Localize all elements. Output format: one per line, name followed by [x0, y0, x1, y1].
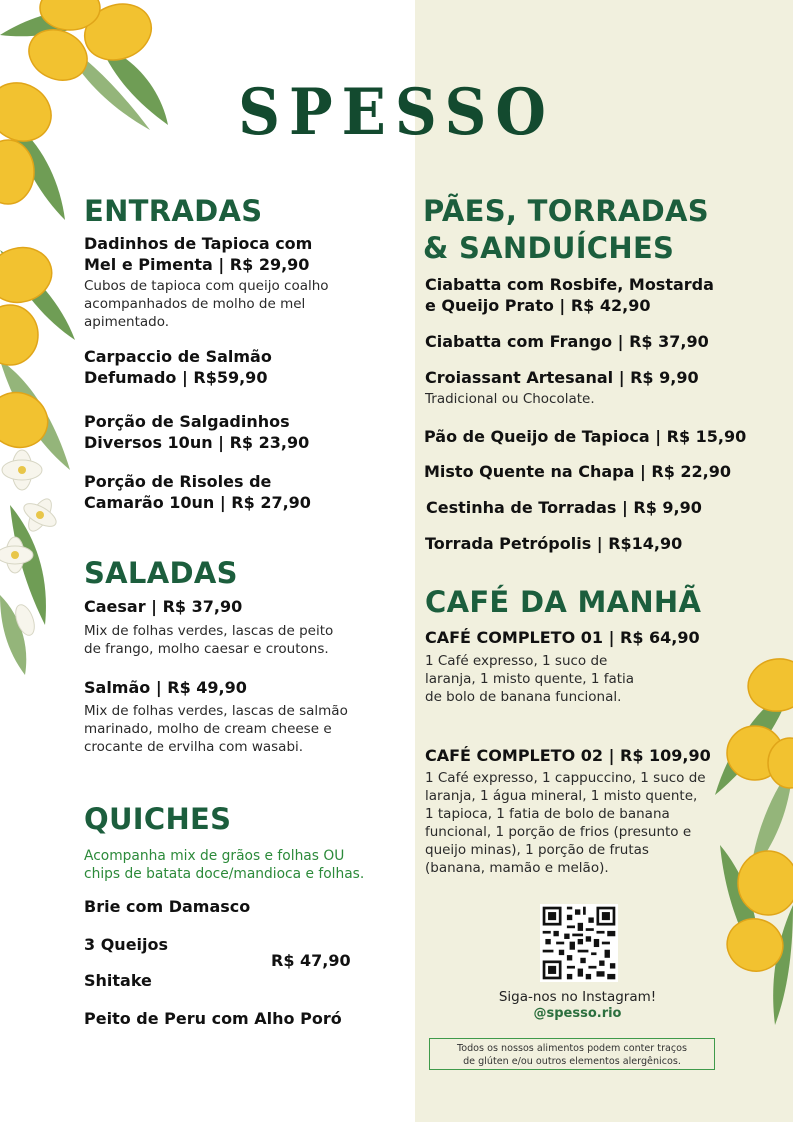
- entradas-item-description: Cubos de tapioca com queijo coalho acompanhados de molho de mel apimentado.: [84, 278, 329, 330]
- saladas-item-name: Caesar | R$ 37,90: [84, 597, 243, 616]
- paes-item-name: Ciabatta com Frango | R$ 37,90: [425, 332, 709, 351]
- paes-item-name: Pão de Queijo de Tapioca | R$ 15,90: [424, 427, 747, 446]
- quiche-flavor: Shitake: [84, 971, 152, 990]
- entradas-item-name: Dadinhos de Tapioca com Mel e Pimenta | R$ 29,90: [84, 234, 313, 274]
- saladas-item-description: Mix de folhas verdes, lascas de peito de frango, molho caesar e croutons.: [84, 623, 334, 657]
- entradas-heading: ENTRADAS: [84, 194, 263, 228]
- cafe-item-name: CAFÉ COMPLETO 02 | R$ 109,90: [425, 746, 711, 765]
- entradas-item-name: Carpaccio de Salmão Defumado | R$59,90: [84, 347, 272, 387]
- paes-item-name: Ciabatta com Rosbife, Mostarda e Queijo Prato | R$ 42,90: [425, 275, 714, 315]
- saladas-item-description: Mix de folhas verdes, lascas de salmão marinado, molho de cream cheese e crocante de ervilha com wasabi.: [84, 703, 348, 755]
- paes-heading: PÃES, TORRADAS & SANDUÍCHES: [423, 194, 709, 265]
- allergen-disclaimer: Todos os nossos alimentos podem conter traços de glúten e/ou outros elementos alergênicos.: [429, 1038, 715, 1070]
- entradas-item-name: Porção de Risoles de Camarão 10un | R$ 27,90: [84, 472, 311, 512]
- paes-item-name: Croiassant Artesanal | R$ 9,90: [425, 368, 699, 387]
- saladas-heading: SALADAS: [84, 556, 238, 590]
- quiche-flavor: 3 Queijos: [84, 935, 169, 954]
- instagram-handle[interactable]: @spesso.rio: [533, 1006, 622, 1021]
- quiche-flavor: Peito de Peru com Alho Poró: [84, 1009, 342, 1028]
- quiche-flavor: Brie com Damasco: [84, 897, 251, 916]
- cafe-item-description: 1 Café expresso, 1 cappuccino, 1 suco de laranja, 1 água mineral, 1 misto quente, 1 tapioca, 1 fatia de bolo de banana funcional, 1 porção de frios (presunto e queijo minas), 1 porção de frutas (banana, mamão e melão).: [425, 770, 706, 876]
- instagram-follow-text: Siga-nos no Instagram!: [498, 989, 657, 1005]
- white-flowers-left-icon: [0, 445, 70, 675]
- quiches-heading: QUICHES: [84, 802, 232, 836]
- paes-item-name: Misto Quente na Chapa | R$ 22,90: [424, 462, 731, 481]
- entradas-item-name: Porção de Salgadinhos Diversos 10un | R$ 23,90: [84, 412, 310, 452]
- cafe-heading: CAFÉ DA MANHÃ: [425, 585, 702, 619]
- cafe-item-name: CAFÉ COMPLETO 01 | R$ 64,90: [425, 628, 700, 647]
- cafe-item-description: 1 Café expresso, 1 suco de laranja, 1 misto quente, 1 fatia de bolo de banana funcional.: [425, 653, 635, 705]
- paes-item-name: Torrada Petrópolis | R$14,90: [425, 534, 683, 553]
- paes-item-description: Tradicional ou Chocolate.: [425, 391, 595, 407]
- instagram-qr-code-icon[interactable]: [540, 904, 618, 982]
- brand-logo: SPESSO: [238, 74, 555, 150]
- quiches-side-note: Acompanha mix de grãos e folhas OU chips de batata doce/mandioca e folhas.: [84, 848, 365, 882]
- quiches-price: R$ 47,90: [271, 951, 351, 970]
- saladas-item-name: Salmão | R$ 49,90: [84, 678, 247, 697]
- paes-item-name: Cestinha de Torradas | R$ 9,90: [426, 498, 702, 517]
- lemon-branch-right-icon: [700, 645, 793, 1045]
